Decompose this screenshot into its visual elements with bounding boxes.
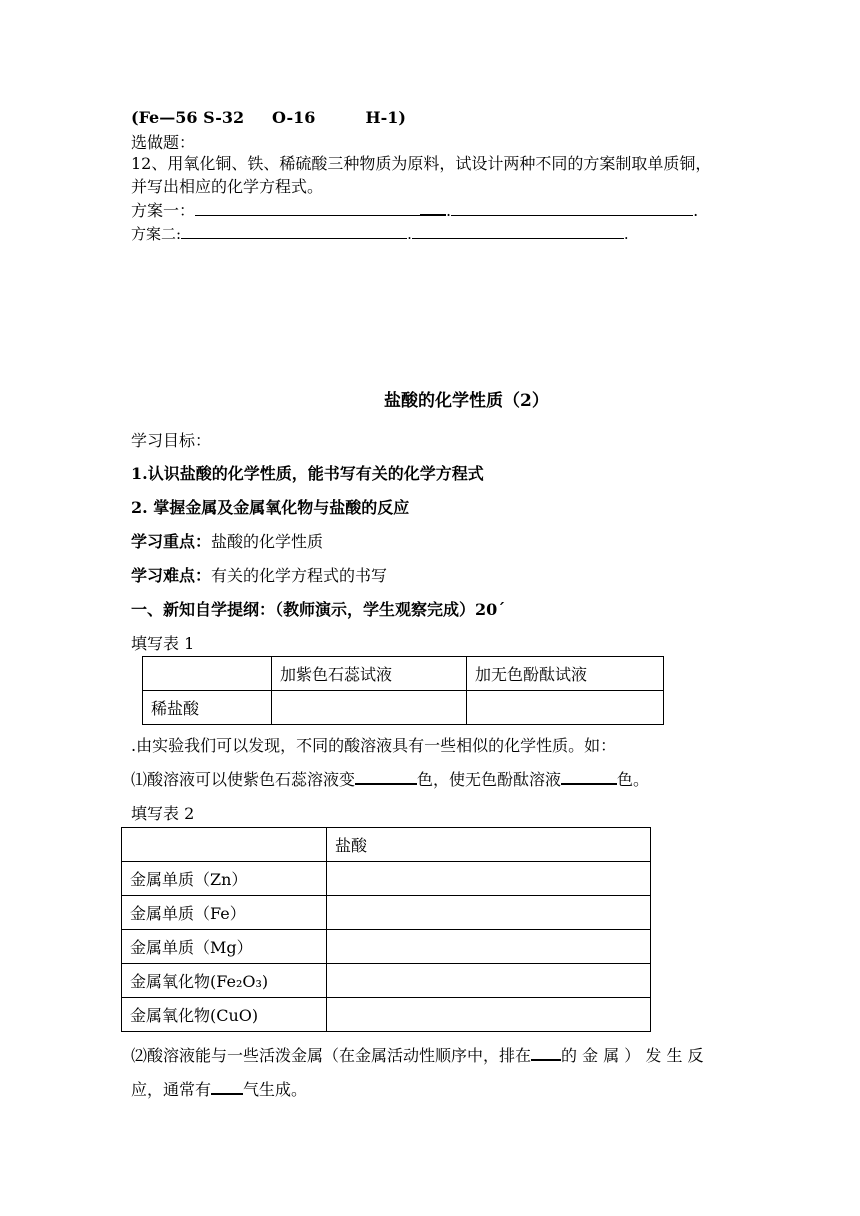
table-2-header-row — [122, 828, 651, 862]
table-2 — [121, 827, 651, 1032]
table-2-caption: 填写表 2 — [131, 804, 195, 823]
plan-two-blank-a[interactable] — [181, 224, 391, 239]
table-1-header-cell — [143, 657, 272, 691]
table-2-answer-cell[interactable] — [327, 998, 651, 1032]
plan-two-line: 方案二: . . — [131, 225, 629, 243]
property-1-text-b: 色，使无色酚酞溶液 — [417, 770, 562, 789]
table-1-answer-cell[interactable] — [467, 691, 664, 725]
question-12-line1: 12、用氧化铜、铁、稀硫酸三种物质为原料，试设计两种不同的方案制取单质铜， — [131, 154, 712, 173]
phenolphthalein-color-blank[interactable] — [561, 769, 617, 785]
table-1-row-label: 稀盐酸 — [143, 691, 272, 725]
plan-one-blank-b[interactable] — [420, 200, 446, 216]
difficulty-label: 学习难点： — [131, 566, 212, 585]
property-2-line2 — [131, 1077, 307, 1100]
table-2-row-label: 金属单质（Zn） — [122, 862, 327, 896]
table-1-row — [143, 691, 664, 725]
table-2-row-label: 金属氧化物(Fe₂O₃) — [122, 964, 327, 998]
plan-two-blank-c[interactable] — [412, 224, 624, 239]
key-point — [131, 529, 323, 552]
table-2-answer-cell[interactable] — [327, 896, 651, 930]
lesson-title: 盐酸的化学性质（2） — [384, 391, 549, 411]
objectives-label: 学习目标： — [131, 431, 212, 450]
activity-order-blank[interactable] — [531, 1045, 561, 1061]
table-1-answer-cell[interactable] — [272, 691, 467, 725]
objective-1: 1.认识盐酸的化学性质，能书写有关的化学方程式 — [131, 464, 484, 483]
difficulty — [131, 563, 387, 586]
difficulty-text: 有关的化学方程式的书写 — [211, 566, 388, 585]
table-1-header-cell: 加无色酚酞试液 — [467, 657, 664, 691]
table-2-header-cell: 盐酸 — [327, 828, 651, 862]
property-1-text-a: ⑴酸溶液可以使紫色石蕊溶液变 — [131, 770, 356, 789]
plan-two-label: 方案二: — [131, 225, 182, 243]
table-2-row-label: 金属氧化物(CuO) — [122, 998, 327, 1032]
table-2-row — [122, 930, 651, 964]
table-2-row — [122, 896, 651, 930]
question-12-line2: 并写出相应的化学方程式。 — [131, 177, 324, 196]
table-2-answer-cell[interactable] — [327, 930, 651, 964]
property-2-text-a: ⑵酸溶液能与一些活泼金属（在金属活动性顺序中，排在 — [131, 1046, 532, 1065]
key-point-text: 盐酸的化学性质 — [211, 532, 324, 551]
litmus-color-blank[interactable] — [355, 769, 417, 785]
plan-two-blank-b[interactable] — [391, 224, 407, 239]
section-1-heading: 一、新知自学提纲：（教师演示，学生观察完成）20´ — [131, 600, 506, 619]
property-2-text-b: 的 金 属 ） 发 生 反 — [561, 1046, 704, 1065]
finding-intro: .由实验我们可以发现，不同的酸溶液具有一些相似的化学性质。如： — [131, 736, 617, 755]
table-2-row-label: 金属单质（Mg） — [122, 930, 327, 964]
gas-blank[interactable] — [211, 1079, 243, 1095]
table-2-row — [122, 862, 651, 896]
plan-one-line: 方案一： . . — [131, 201, 699, 220]
optional-heading: 选做题： — [131, 133, 196, 152]
table-1-header-cell: 加紫色石蕊试液 — [272, 657, 467, 691]
table-2-row — [122, 964, 651, 998]
atomic-masses: (Fe—56 S-32 O-16 H-1) — [131, 108, 406, 127]
plan-one-label: 方案一： — [131, 201, 196, 220]
objective-2: 2. 掌握金属及金属氧化物与盐酸的反应 — [131, 498, 410, 517]
plan-one-blank-a[interactable] — [195, 201, 420, 216]
table-2-row — [122, 998, 651, 1032]
table-2-row-label: 金属单质（Fe） — [122, 896, 327, 930]
plan-one-blank-c[interactable] — [451, 201, 693, 216]
table-2-answer-cell[interactable] — [327, 964, 651, 998]
table-2-empty-header — [122, 828, 327, 862]
table-1-header-row — [143, 657, 664, 691]
property-1-text-c: 色。 — [617, 770, 650, 789]
table-1-caption: 填写表 1 — [131, 634, 195, 653]
property-2-line1 — [131, 1043, 704, 1066]
table-2-answer-cell[interactable] — [327, 862, 651, 896]
property-2-text-d: 气生成。 — [243, 1080, 308, 1099]
table-1 — [142, 656, 664, 725]
key-point-label: 学习重点： — [131, 532, 212, 551]
property-1 — [131, 767, 649, 790]
property-2-text-c: 应，通常有 — [131, 1080, 212, 1099]
